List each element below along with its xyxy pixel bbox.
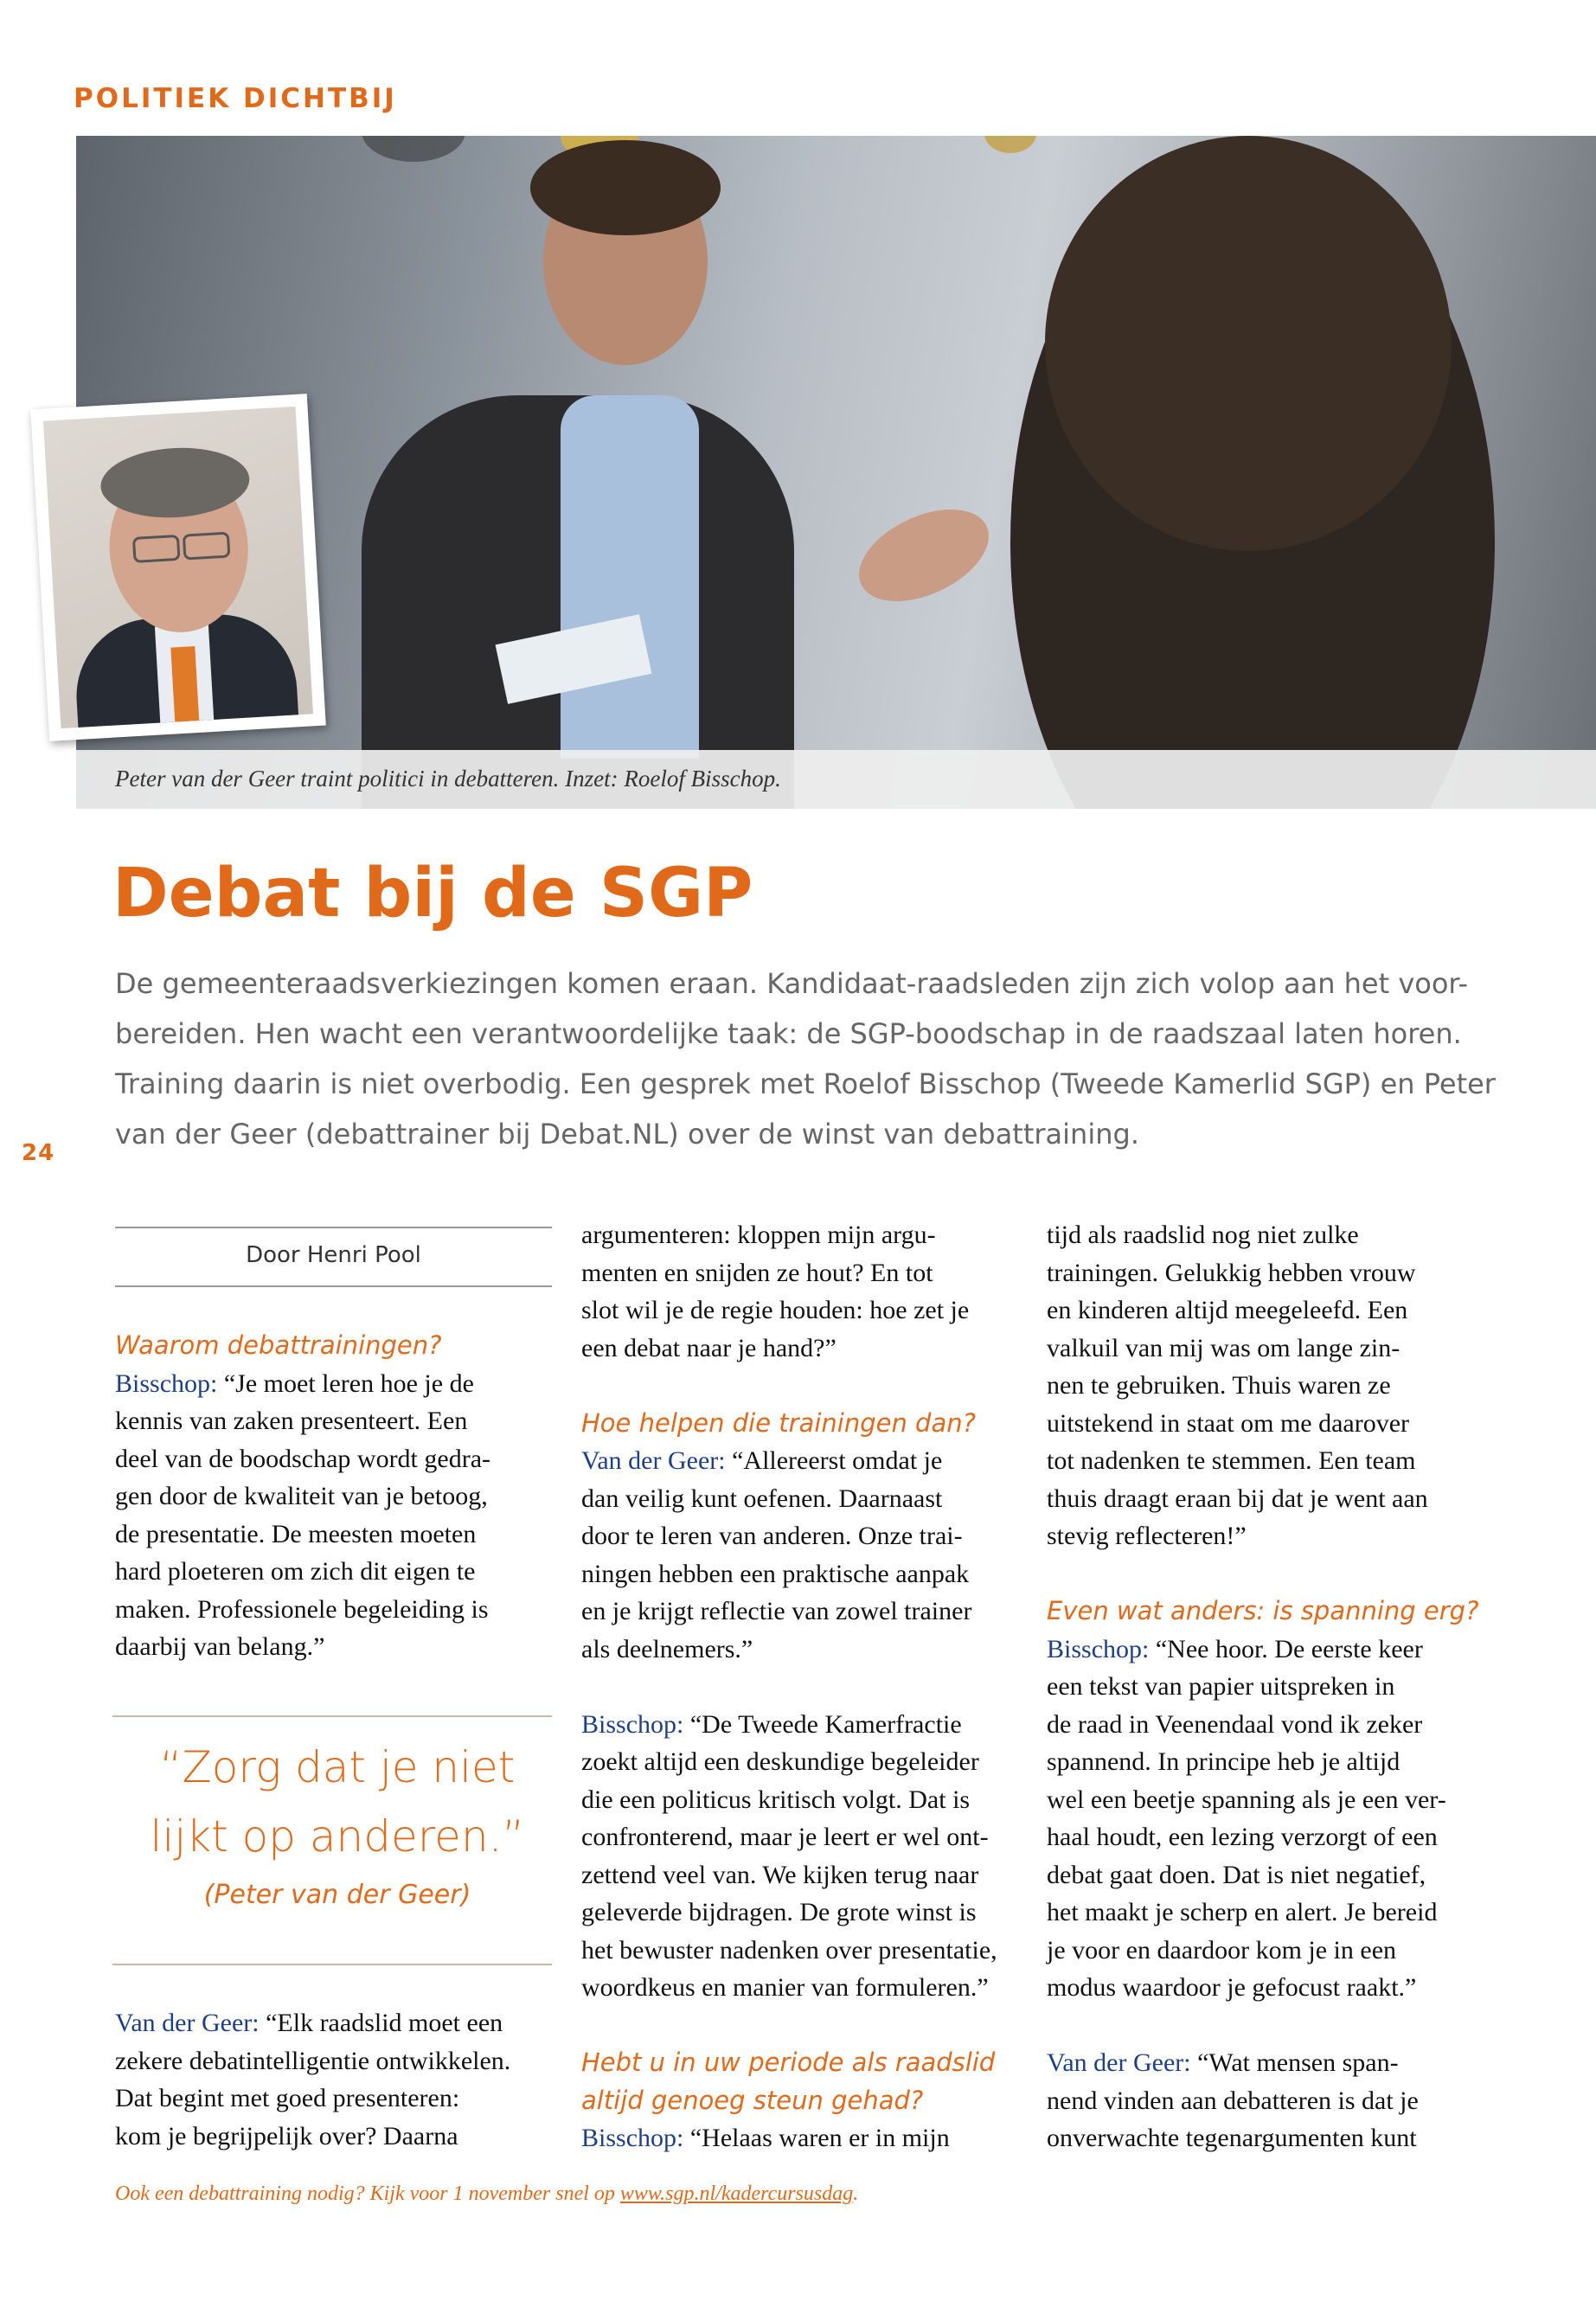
intro-line: bereiden. Hen wacht een verantwoordelijke taak: de SGP-boodschap in de raadszaal laten horen. bbox=[115, 1017, 1462, 1050]
speaker-label: Bisschop: bbox=[581, 1709, 684, 1739]
column-1-continued: Van der Geer: “Elk raadslid moet een zekere debatintelligentie ontwikkelen. Dat begint met goed presenteren: kom je begrijpelijk over? Daarna bbox=[115, 2009, 511, 2150]
article-title: Debat bij de SGP bbox=[112, 855, 753, 933]
intro-line: De gemeenteraadsverkiezingen komen eraan. Kandidaat-raadsleden zijn zich volop aan het voor- bbox=[115, 967, 1469, 1000]
byline-rule-bottom bbox=[115, 1285, 552, 1287]
speaker-label: Van der Geer: bbox=[1047, 2048, 1191, 2077]
column-2: argumenteren: kloppen mijn argu- menten en snijden ze hout? En tot slot wil je de regie houden: hoe zet je een debat naar je hand?” Hoe helpen die trainingen dan? Van der Geer: “Allereerst omdat je dan veilig kunt oefenen. Daarnaast door te leren van anderen. Onze trai- ningen hebben een praktische aanpak en je krijgt reflectie van zowel trainer als deelnemers.” Bisschop: “De Tweede Kamerfractie zoekt altijd een deskundige begeleider die een politicus kritisch volgt. Dat is confronterend, maar je leert er wel ont- zettend veel van. We kijken terug naar geleverde bijdragen. De grote winst is het bewuster nadenken over presentatie, woordkeus en manier van formuleren.” Hebt u in uw periode als raadslid altijd genoeg steun gehad? Bisschop: “Helaas waren er in mijn bbox=[581, 1216, 1040, 2157]
speaker-label: Bisschop: bbox=[1047, 1634, 1150, 1663]
inset-portrait bbox=[30, 394, 326, 741]
pull-quote-attribution: (Peter van der Geer) bbox=[203, 1880, 471, 1910]
course-link[interactable]: www.sgp.nl/kadercursusdag bbox=[619, 2182, 854, 2205]
quote-rule-bottom bbox=[112, 1964, 552, 1965]
intro-line: van der Geer (debattrainer bij Debat.NL) over de winst van debattraining. bbox=[115, 1118, 1139, 1150]
intro-line: Training daarin is niet overbodig. Een gesprek met Roelof Bisschop (Tweede Kamerlid SGP) en Peter bbox=[115, 1067, 1496, 1100]
pull-quote-line: lijkt op anderen.” bbox=[150, 1811, 525, 1862]
byline: Door Henri Pool bbox=[246, 1242, 421, 1268]
byline-rule-top bbox=[115, 1227, 552, 1228]
footer-note: Ook een debattraining nodig? Kijk voor 1 november snel op www.sgp.nl/kadercursusdag. bbox=[115, 2182, 859, 2205]
question-heading: Hebt u in uw periode als raadslid bbox=[581, 2048, 996, 2077]
speaker-label: Bisschop: bbox=[115, 1368, 218, 1398]
question-heading: Hoe helpen die trainingen dan? bbox=[581, 1407, 976, 1438]
article-intro bbox=[115, 958, 1496, 1159]
speaker-label: Bisschop: bbox=[581, 2124, 684, 2152]
question-heading: altijd genoeg steun gehad? bbox=[581, 2085, 924, 2115]
pull-quote bbox=[112, 1733, 562, 1910]
quote-rule-top bbox=[112, 1715, 552, 1717]
speaker-label: Van der Geer: bbox=[581, 1446, 726, 1475]
column-3: tijd als raadslid nog niet zulke trainingen. Gelukkig hebben vrouw en kinderen altijd meegeleefd. Een valkuil van mij was om lange zin- nen te gebruiken. Thuis waren ze uitstekend in staat om me daarover tot nadenken te stemmen. Een team thuis draagt eraan bij dat je went aan stevig reflecteren!” Even wat anders: is spanning erg? Bisschop: “Nee hoor. De eerste keer een tekst van papier uitspreken in de raad in Veenendaal vond ik zeker spannend. In principe heb je altijd wel een beetje spanning als je een ver- haal houdt, een lezing verzorgt of een debat gaat doen. Dat is niet negatief, het maakt je scherp en alert. Je bereid je voor en daardoor kom je in een modus waardoor je gefocust raakt.” Van der Geer: “Wat mensen span- nend vinden aan debatteren is dat je onverwachte tegenargumenten kunt bbox=[1047, 1216, 1505, 2157]
question-heading: Even wat anders: is spanning erg? bbox=[1047, 1596, 1479, 1625]
speaker-label: Van der Geer: bbox=[115, 2009, 260, 2037]
column-1: Waarom debattrainingen? Bisschop: “Je moet leren hoe je de kennis van zaken presenteert. Een deel van de boodschap wordt gedra- gen door de kwaliteit van je betoog, de presentatie. De meesten moeten hard ploeteren om zich dit eigen te maken. Professionele begeleiding is daarbij van belang.” bbox=[115, 1327, 574, 1666]
pull-quote-line: “Zorg dat je niet bbox=[159, 1742, 516, 1792]
page-number: 24 bbox=[22, 1140, 55, 1166]
question-heading: Waarom debattrainingen? bbox=[115, 1330, 442, 1360]
section-label: POLITIEK DICHTBIJ bbox=[74, 83, 397, 114]
photo-caption: Peter van der Geer traint politici in debatteren. Inzet: Roelof Bisschop. bbox=[115, 766, 781, 792]
